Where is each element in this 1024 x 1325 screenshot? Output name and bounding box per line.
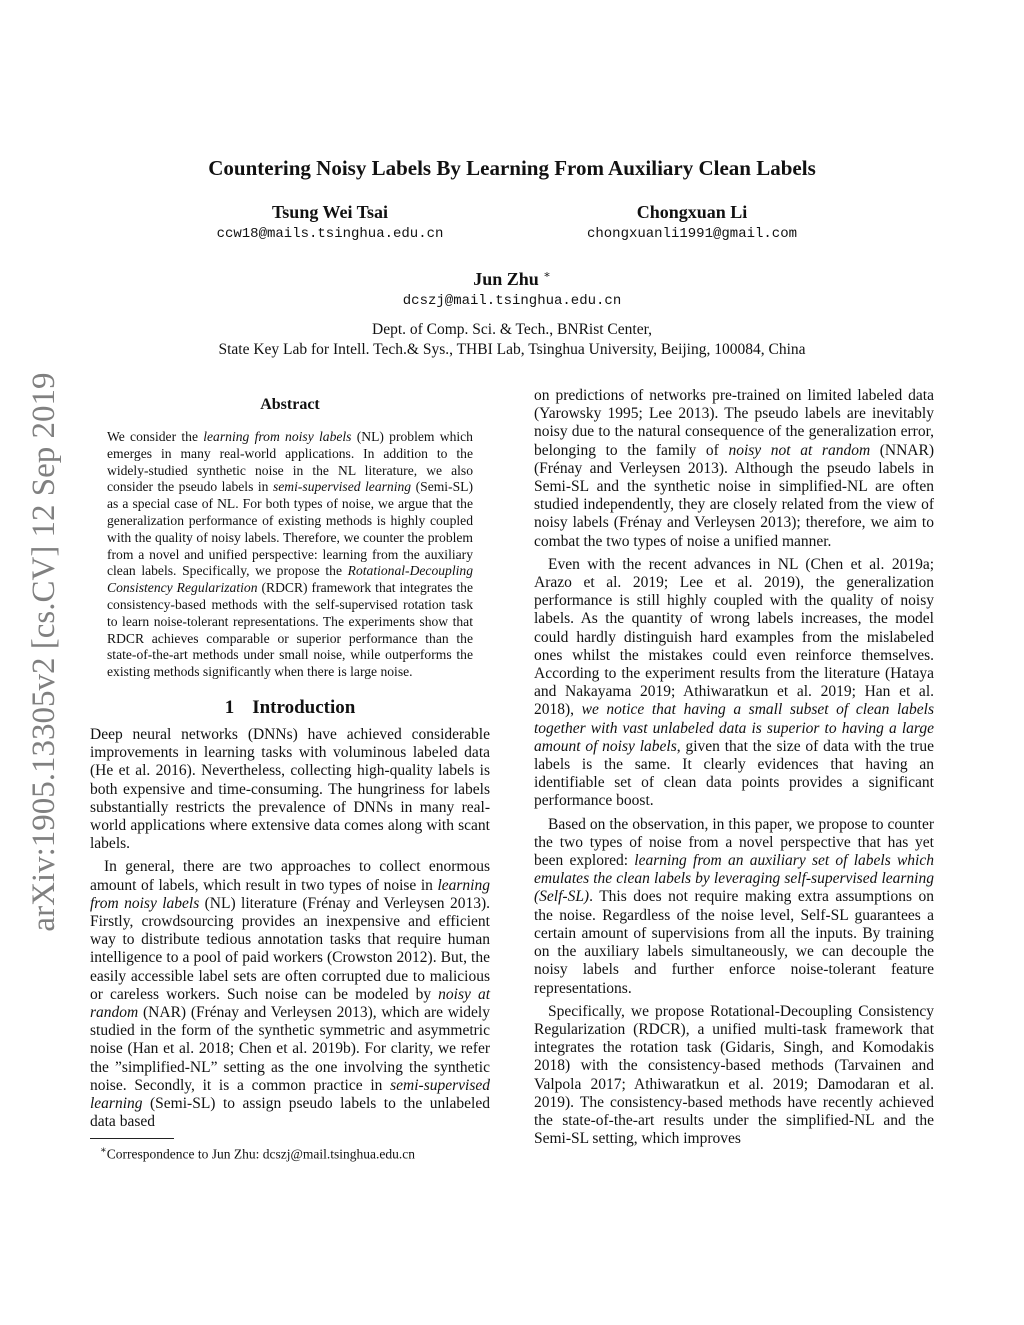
introduction-body-right	[534, 387, 934, 1148]
author-name	[362, 263, 662, 291]
author-tsai	[180, 200, 480, 244]
abstract-body	[107, 429, 473, 681]
right-column	[534, 387, 934, 1153]
author-email: chongxuanli1991@gmail.com	[586, 226, 798, 242]
section-number: 1	[224, 696, 235, 718]
affiliation-line-1: Dept. of Comp. Sci. & Tech., BNRist Center,	[372, 321, 652, 338]
arxiv-identifier-stamp	[24, 352, 64, 952]
section-title-text: Introduction	[252, 696, 356, 718]
abstract-paragraph: We consider the learning from noisy labels (NL) problem which emerges in many real-world applications. In addition to the widely-studied synthetic noise in the NL literature, we also consider the pseudo labels in semi-supervised learning (Semi-SL) as a special case of NL. For both types of noise, we argue that the generalization performance of existing methods is highly coupled with the quality of noisy labels. Therefore, we counter the problem from a novel and unified perspective: learning from the auxiliary clean labels. Specifically, we propose the Rotational-Decoupling Consistency Regularization (RDCR) framework that integrates the consistency-based methods with the self-supervised rotation task to learn noise-tolerant representations. The experiments show that RDCR achieves comparable or superior performance than the state-of-the-art methods under small noise, while outperforms the existing methods significantly when there is large noise.	[107, 429, 473, 680]
paper-title: Countering Noisy Labels By Learning From Auxiliary Clean Labels	[208, 156, 816, 180]
introduction-body-left	[90, 726, 490, 1131]
author-zhu	[362, 263, 662, 311]
footnote-mark: ∗	[100, 1145, 107, 1157]
paragraph: on predictions of networks pre-trained on limited labeled data (Yarowsky 1995; Lee 2013). The pseudo labels are inevitably noisy due to the natural consequence of the generalization error, belonging to the family of noisy not at random (NNAR) (Frénay and Verleysen 2013). Although the pseudo labels in Semi-SL and the synthetic noise in simplified-NL are often studied independently, they are closely related from the view of noisy labels (Frénay and Verleysen 2013); therefore, we aim to combat the two types of noise a unified manner.	[534, 387, 935, 550]
author-name: Tsung Wei Tsai	[271, 202, 389, 222]
footnote	[90, 1142, 490, 1163]
paragraph: Deep neural networks (DNNs) have achieved considerable improvements in learning tasks with voluminous labeled data (He et al. 2016). Nevertheless, collecting high-quality labels is both expensive and time-consuming. The hungriness for labels substantially restricts the prevalence of DNNs in many real-world applications where extensive data comes along with scant labels.	[90, 725, 490, 853]
arxiv-identifier: arXiv:1905.13305v2 [cs.CV] 12 Sep 2019	[26, 372, 62, 932]
author-email: dcszj@mail.tsinghua.edu.cn	[402, 293, 622, 309]
footnote-text: Correspondence to Jun Zhu: dcszj@mail.tsinghua.edu.cn	[106, 1146, 416, 1162]
abstract-heading: Abstract	[260, 396, 320, 413]
author-name: Chongxuan Li	[636, 202, 748, 222]
author-li	[542, 200, 842, 244]
paragraph: Even with the recent advances in NL (Chen et al. 2019a; Arazo et al. 2019; Lee et al. 2019), the generalization performance is still highly coupled with the quality of noisy labels. As the quantity of wrong labels increases, the model could hardly distinguish hard examples from the mislabeled ones whilst the mistakes could even reinforce themselves. According to the experiment results from the literature (Hataya and Nakayama 2019; Athiwaratkun et al. 2019; Han et al. 2018), we notice that having a small subset of clean labels together with vast unlabeled data is superior to having a large amount of noisy labels, given that the size of data with the true labels is the same. It clearly evidences that having an identifiable set of clean data points provides a significant performance boost.	[534, 555, 934, 810]
paragraph: Specifically, we propose Rotational-Decoupling Consistency Regularization (RDCR), a unified multi-task framework that integrates the rotation task (Gidaris, Singh, and Komodakis 2018) with the consistency-based methods (Tarvainen and Valpola 2017; Athiwaratkun et al. 2019; Damodaran et al. 2019). The consistency-based methods have recently achieved the state-of-the-art results under the simplified-NL and the Semi-SL setting, which improves	[534, 1002, 934, 1148]
affiliation-line-2: State Key Lab for Intell. Tech.& Sys., THBI Lab, Tsinghua University, Beijing, 100084, China	[218, 341, 806, 358]
footnote-divider	[90, 1138, 174, 1139]
author-email: ccw18@mails.tsinghua.edu.cn	[216, 226, 444, 242]
author-footnote-mark: ∗	[543, 269, 551, 281]
author-name-text: Jun Zhu	[473, 269, 539, 289]
affiliation	[90, 320, 934, 360]
section-heading-introduction	[90, 696, 490, 720]
paragraph: Based on the observation, in this paper, we propose to counter the two types of noise from a novel perspective that has yet been explored: learning from an auxiliary set of labels which emulates the clean labels by leveraging self-supervised learning (Self-SL). This does not require making extra assumptions on the noise. Regardless of the noise level, Self-SL guarantees a certain amount of supervisions from all the inputs. By training on the auxiliary labels simultaneously, we can decouple the noisy labels and further enforce noise-tolerant feature representations.	[534, 815, 934, 997]
paragraph: In general, there are two approaches to collect enormous amount of labels, which result in two types of noise in learning from noisy labels (NL) literature (Frénay and Verleysen 2013). Firstly, crowdsourcing provides an inexpensive and efficient way to distribute tedious annotation tasks that require human intelligence to a pool of paid workers (Crowston 2012). But, the easily accessible label sets are often corrupted due to malicious or careless workers. Such noise can be modeled by noisy at random (NAR) (Frénay and Verleysen 2013), which are widely studied in the form of the synthetic symmetric and asymmetric noise (Han et al. 2018; Chen et al. 2019b). For clarity, we refer the ”simplified-NL” setting as the one involving the synthetic noise. Secondly, it is a common practice in semi-supervised learning (Semi-SL) to assign pseudo labels to the unlabeled data based	[90, 858, 491, 1131]
left-column	[90, 390, 490, 1163]
